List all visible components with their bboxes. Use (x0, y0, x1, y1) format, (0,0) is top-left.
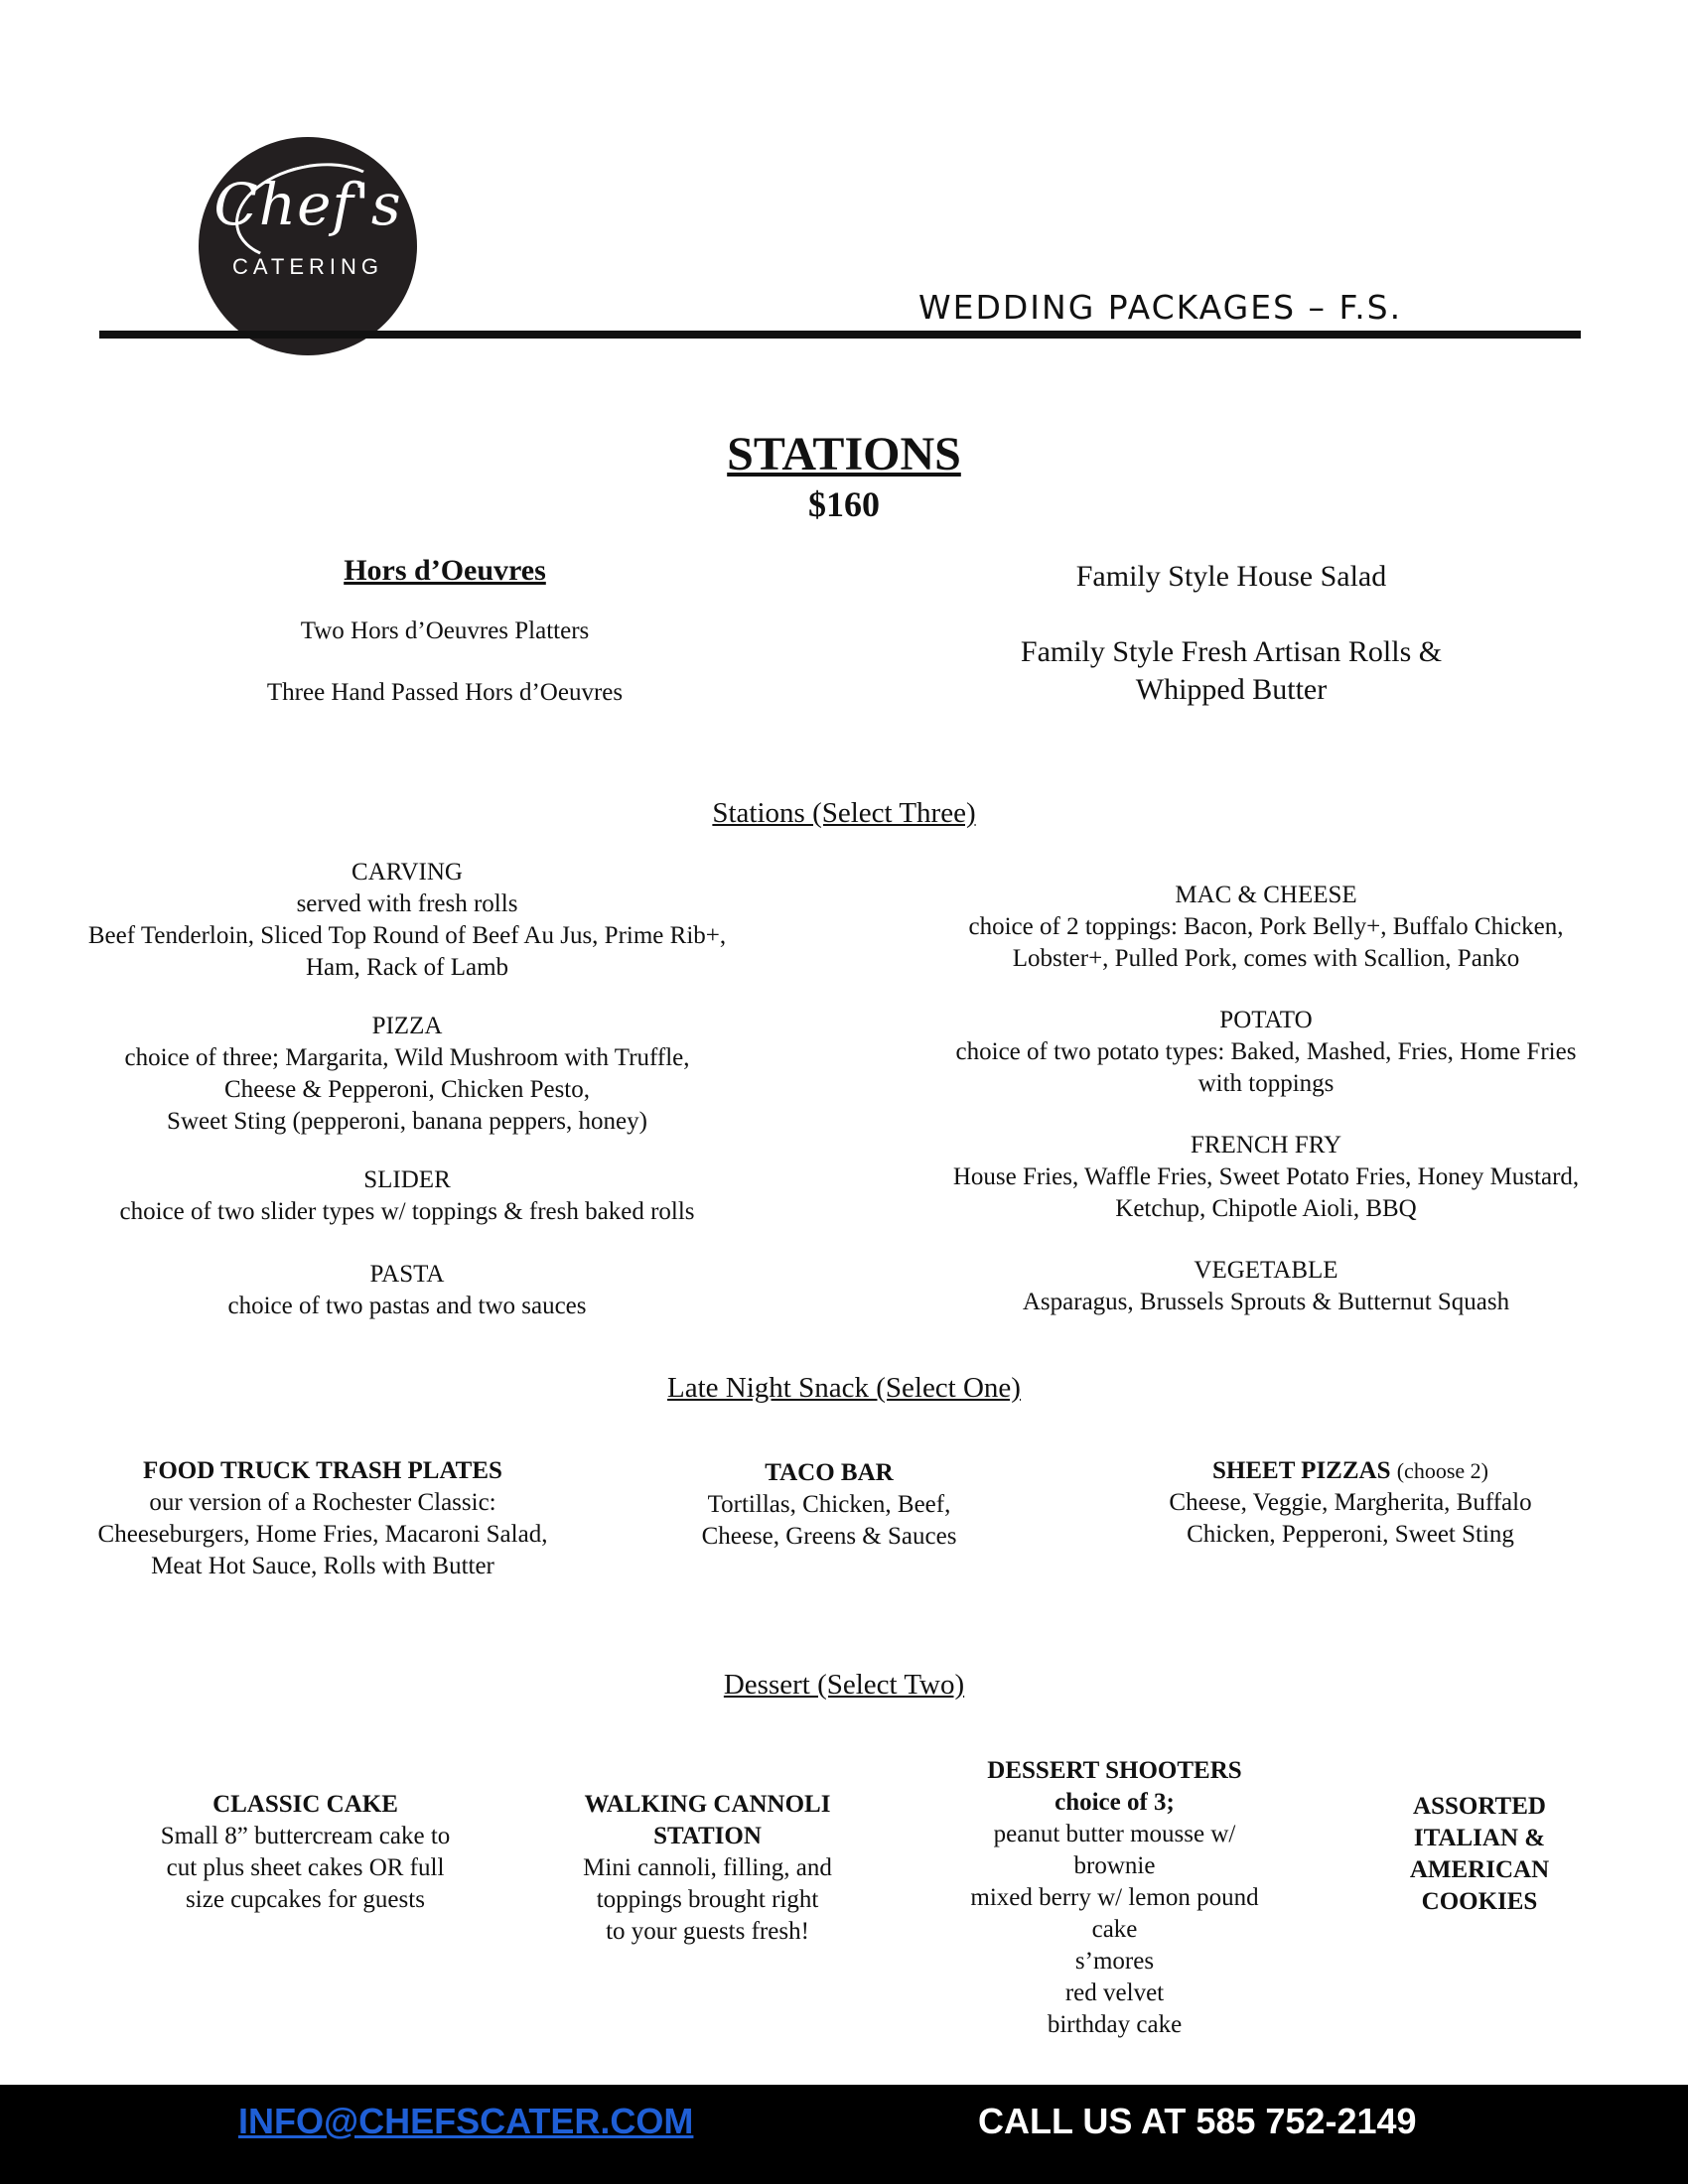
taco-line-1: Tortillas, Chicken, Beef, (707, 1491, 951, 1518)
fry-line-1: House Fries, Waffle Fries, Sweet Potato Fries, Honey Mustard, (952, 1163, 1580, 1190)
taco-line-2: Cheese, Greens & Sauces (701, 1523, 957, 1550)
trash-line-2: Cheeseburgers, Home Fries, Macaroni Salad, (97, 1521, 548, 1548)
menu-price: $160 (808, 484, 880, 524)
sheet-line-1: Cheese, Veggie, Margherita, Buffalo (1169, 1489, 1532, 1516)
mac-line-1: choice of 2 toppings: Bacon, Pork Belly+, Buffalo Chicken, (968, 913, 1564, 940)
cake-name: CLASSIC CAKE (212, 1791, 398, 1818)
trash-line-1: our version of a Rochester Classic: (149, 1489, 496, 1516)
family-rolls-line-1: Family Style Fresh Artisan Rolls & (1020, 635, 1443, 668)
dessert-cookies (1350, 1791, 1609, 1918)
station-french-fry (894, 1130, 1638, 1225)
cookies-line-4: COOKIES (1421, 1888, 1538, 1915)
shooters-item-7: birthday cake (1047, 2011, 1183, 2038)
logo-subtitle: CATERING (231, 254, 384, 279)
slider-name: SLIDER (363, 1166, 451, 1193)
stations-heading: Stations (Select Three) (712, 797, 976, 829)
hors-section (147, 554, 743, 709)
stations-left-column (40, 857, 774, 1322)
station-vegetable (894, 1255, 1638, 1318)
stations-right-column (894, 880, 1638, 1318)
carving-line-2: Ham, Rack of Lamb (305, 954, 509, 981)
sheet-line-2: Chicken, Pepperoni, Sweet Sting (1187, 1521, 1514, 1548)
shooters-item-5: s’mores (1074, 1948, 1155, 1975)
late-night-heading: Late Night Snack (Select One) (667, 1372, 1021, 1404)
pizza-line-1: choice of three; Margarita, Wild Mushroom with Truffle, (124, 1044, 690, 1071)
mac-name: MAC & CHEESE (1175, 882, 1357, 908)
potato-line-2: with toppings (1197, 1070, 1335, 1097)
carving-line-1: Beef Tenderloin, Sliced Top Round of Beef Au Jus, Prime Rib+, (87, 922, 727, 949)
cookies-line-1: ASSORTED (1413, 1793, 1546, 1820)
taco-name: TACO BAR (765, 1459, 894, 1486)
phone-callout: CALL US AT 585 752-2149 (978, 2101, 1417, 2141)
station-slider (40, 1164, 774, 1228)
shooters-item-6: red velvet (1064, 1979, 1165, 2006)
email-link[interactable]: INFO@CHEFSCATER.COM (238, 2101, 694, 2141)
shooters-item-2: brownie (1073, 1852, 1156, 1879)
cannoli-line-2: toppings brought right (596, 1886, 819, 1913)
carving-sub: served with fresh rolls (296, 890, 518, 917)
mac-line-2: Lobster+, Pulled Pork, comes with Scallion, Panko (1012, 945, 1520, 972)
family-rolls-line-2: Whipped Butter (1135, 673, 1328, 706)
family-style-section (894, 558, 1569, 709)
pasta-line-1: choice of two pastas and two sauces (227, 1293, 587, 1319)
dessert-walking-cannoli (536, 1789, 879, 1948)
late-sheet-pizzas (1102, 1455, 1599, 1551)
station-pasta (40, 1259, 774, 1322)
cannoli-name-1: WALKING CANNOLI (584, 1791, 831, 1818)
cannoli-line-1: Mini cannoli, filling, and (583, 1854, 832, 1881)
trash-name: FOOD TRUCK TRASH PLATES (143, 1457, 502, 1484)
package-title: WEDDING PACKAGES – F.S. (918, 288, 1403, 327)
dessert-shooters (928, 1755, 1301, 2041)
veg-line-1: Asparagus, Brussels Sprouts & Butternut Squash (1022, 1289, 1510, 1315)
shooters-name: DESSERT SHOOTERS (987, 1757, 1242, 1784)
hors-line-1: Two Hors d’Oeuvres Platters (300, 617, 590, 644)
station-carving (40, 857, 774, 984)
pasta-name: PASTA (369, 1261, 445, 1288)
station-mac-cheese (894, 880, 1638, 975)
fry-line-2: Ketchup, Chipotle Aioli, BBQ (1115, 1195, 1417, 1222)
shooters-item-4: cake (1091, 1916, 1138, 1943)
station-pizza (40, 1011, 774, 1138)
logo-name: Chef's (213, 171, 402, 238)
veg-name: VEGETABLE (1194, 1257, 1338, 1284)
potato-line-1: choice of two potato types: Baked, Mashed, Fries, Home Fries (955, 1038, 1577, 1065)
late-taco-bar (635, 1457, 1023, 1553)
potato-name: POTATO (1219, 1007, 1313, 1033)
slider-line-1: choice of two slider types w/ toppings & fresh baked rolls (119, 1198, 695, 1225)
pizza-line-2: Cheese & Pepperoni, Chicken Pesto, (224, 1076, 590, 1103)
fry-name: FRENCH FRY (1190, 1132, 1342, 1159)
late-trash-plates (40, 1455, 606, 1582)
cake-line-2: cut plus sheet cakes OR full (166, 1854, 445, 1881)
cake-line-1: Small 8” buttercream cake to (160, 1823, 451, 1849)
station-potato (894, 1005, 1638, 1100)
family-salad: Family Style House Salad (1075, 560, 1387, 593)
sheet-name: SHEET PIZZAS (1212, 1457, 1391, 1484)
shooters-sub: choice of 3; (1055, 1789, 1175, 1816)
pizza-line-3: Sweet Sting (pepperoni, banana peppers, honey) (167, 1108, 647, 1135)
cookies-line-3: AMERICAN (1409, 1856, 1550, 1883)
chefs-catering-logo (199, 137, 417, 355)
hors-line-2: Three Hand Passed Hors d’Oeuvres (266, 679, 624, 706)
dessert-heading: Dessert (Select Two) (723, 1669, 965, 1701)
sheet-note: (choose 2) (1396, 1458, 1488, 1483)
shooters-item-3: mixed berry w/ lemon pound (970, 1884, 1259, 1911)
pizza-name: PIZZA (371, 1013, 443, 1039)
cannoli-line-3: to your guests fresh! (606, 1918, 809, 1945)
hors-heading: Hors d’Oeuvres (344, 554, 546, 587)
cookies-line-2: ITALIAN & (1413, 1825, 1546, 1851)
carving-name: CARVING (352, 859, 463, 886)
cannoli-name-2: STATION (653, 1823, 762, 1849)
shooters-item-1: peanut butter mousse w/ (993, 1821, 1236, 1847)
cake-line-3: size cupcakes for guests (186, 1886, 425, 1913)
dessert-classic-cake (119, 1789, 492, 1916)
menu-title: STATIONS (727, 428, 961, 480)
trash-line-3: Meat Hot Sauce, Rolls with Butter (151, 1553, 494, 1579)
header-rule (99, 331, 1581, 339)
